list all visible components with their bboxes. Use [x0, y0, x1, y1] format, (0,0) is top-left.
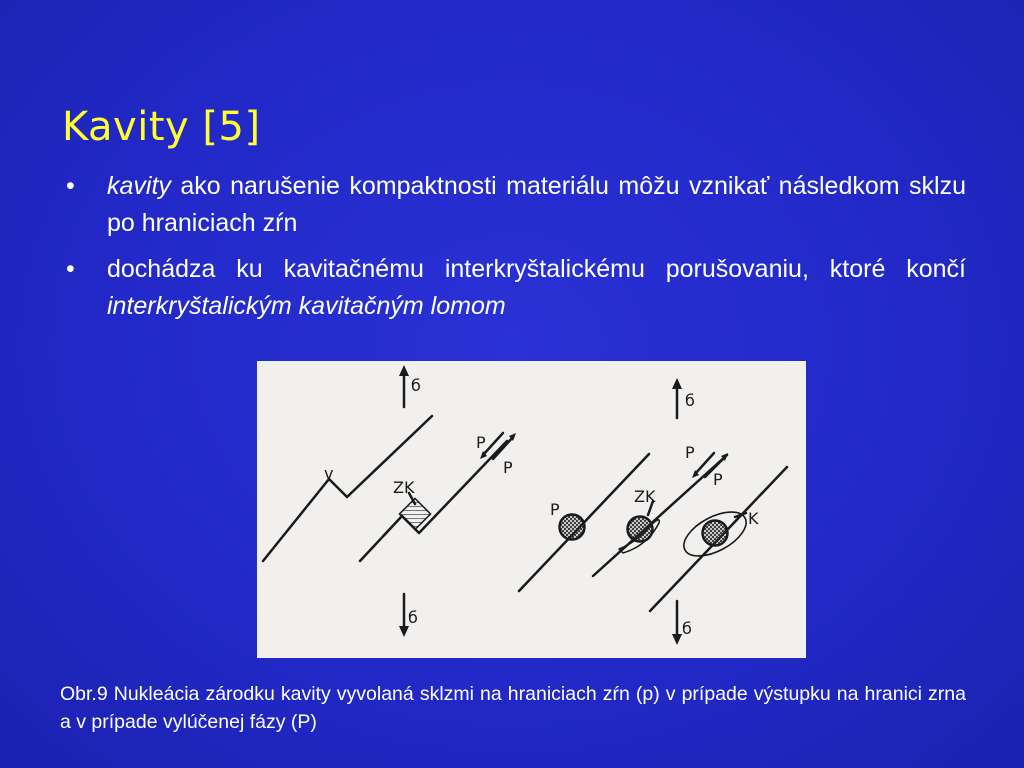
boundary-line [593, 455, 727, 576]
bullet-1-text: ako narušenie kompaktnosti materiálu môžu vznikať následkom sklzu po hraniciach zŕn [107, 172, 966, 237]
stress-label: б [685, 391, 695, 410]
bullet-item-1 [66, 168, 966, 242]
figure-diagram [257, 361, 806, 658]
nucleus-label: ZK [393, 478, 415, 497]
bullet-1-italic: kavity [107, 172, 171, 200]
stress-label: б [682, 619, 692, 638]
figure-grain-boundary-sliding [257, 361, 806, 658]
precipitate-particle [560, 515, 585, 540]
precipitate-label: P [550, 500, 560, 519]
stress-arrowhead [399, 626, 409, 637]
slip-label: P [713, 470, 723, 489]
stress-arrowhead [672, 378, 682, 389]
slip-label: P [503, 458, 513, 477]
slip-label: P [476, 433, 486, 452]
bullet-2-text: dochádza ku kavitačnému interkryštalickému porušovaniu, ktoré končí [107, 255, 966, 283]
stress-label: б [408, 608, 418, 627]
bullet-2-italic: interkryštalickým kavitačným lomom [107, 292, 506, 320]
bullet-item-2 [66, 251, 966, 325]
precipitate-particle [628, 517, 653, 542]
stress-arrowhead [399, 365, 409, 376]
stress-arrowhead [672, 634, 682, 645]
nucleus-label: ZK [634, 487, 656, 506]
precipitate-particle [703, 521, 728, 546]
slip-label: P [685, 443, 695, 462]
boundary-line [360, 441, 507, 561]
bullet-marker: • [66, 255, 75, 283]
stress-label: б [411, 376, 421, 395]
figure-caption: Obr.9 Nukleácia zárodku kavity vyvolaná sklzmi na hraniciach zŕn (p) v prípade výstupku na hranici zrna a v prípade vylúčenej fázy (P) [60, 683, 966, 733]
cavity-label: K [748, 509, 759, 528]
protrusion-label: v [324, 464, 334, 483]
bullet-marker: • [66, 172, 75, 200]
slide-title: Kavity [5] [62, 104, 261, 150]
bullet-list [66, 168, 966, 325]
